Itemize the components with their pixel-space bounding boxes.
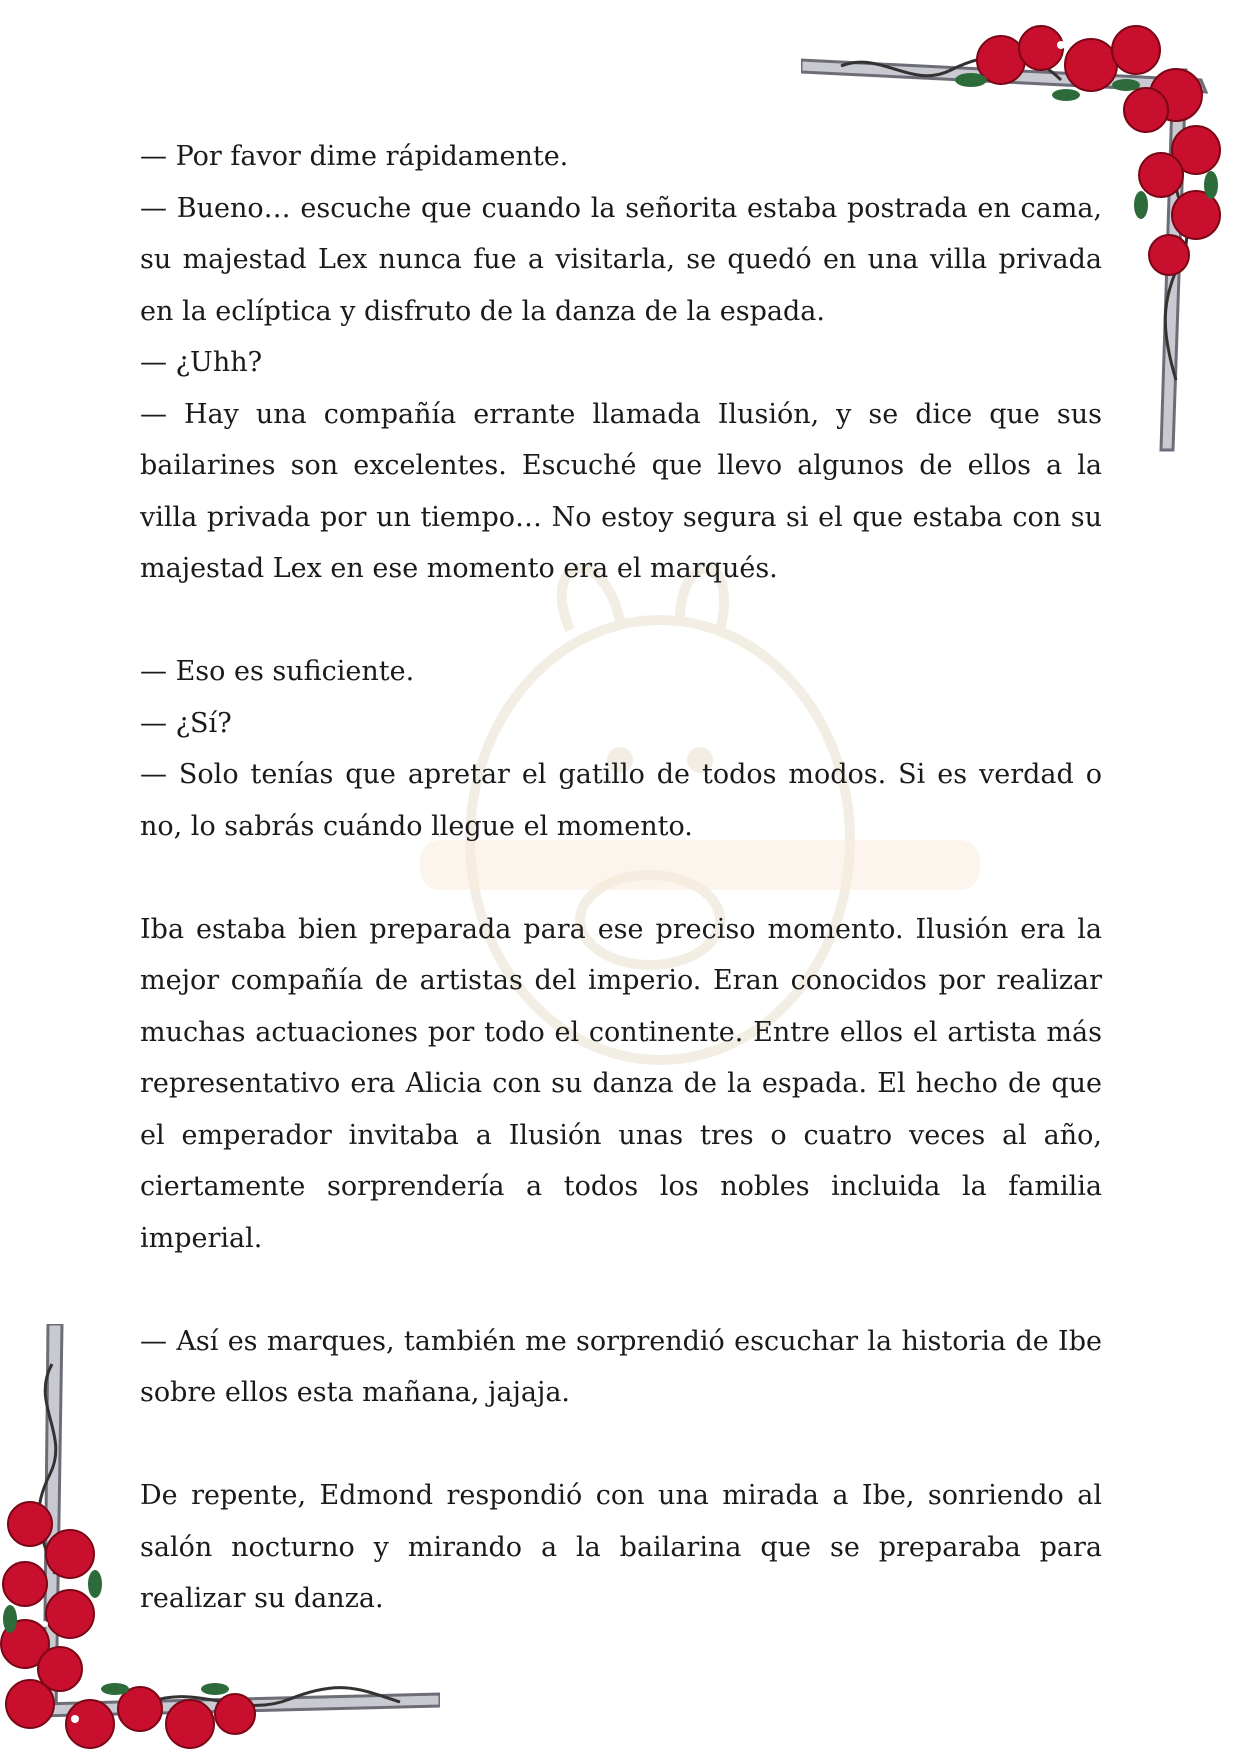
paragraph: — ¿Sí? <box>140 707 232 739</box>
paragraph: — Solo tenías que apretar el gatillo de todos modos. Si es verdad o no, lo sabrás cuándo llegue el momento. <box>140 759 1102 842</box>
paragraph: — Bueno… escuche que cuando la señorita estaba postrada en cama, su majestad Lex nunca fue a visitarla, se quedó en una villa privada en la eclíptica y disfruto de la danza de la espada. <box>140 192 1102 327</box>
paragraph: — Eso es suficiente. <box>140 656 415 687</box>
paragraph-gap <box>140 1419 1102 1471</box>
paragraph: De repente, Edmond respondió con una mirada a Ibe, sonriendo al salón nocturno y mirando a la bailarina que se preparaba para realizar su danza. <box>140 1480 1102 1614</box>
paragraph: — ¿Uhh? <box>140 347 263 378</box>
paragraph-gap <box>140 1264 1102 1316</box>
paragraph-gap <box>140 595 1102 647</box>
story-text <box>140 131 1102 1625</box>
paragraph: — Hay una compañía errante llamada Ilusión, y se dice que sus bailarines son excelentes. Escuché que llevo algunos de ellos a la villa privada por un tiempo… No estoy segura si el que estaba con su majestad Lex en ese momento era el marqués. <box>140 398 1102 584</box>
paragraph: Iba estaba bien preparada para ese preciso momento. Ilusión era la mejor compañía de artistas del imperio. Eran conocidos por realizar muchas actuaciones por todo el continente. Entre ellos el artista más representativo era Alicia con su danza de la espada. El hecho de que el emperador invitaba a Ilusión unas tres o cuatro veces al año, ciertamente sorprendería a todos los nobles incluida la familia imperial. <box>140 913 1102 1254</box>
paragraph: — Así es marques, también me sorprendió escuchar la historia de Ibe sobre ellos esta mañana, jajaja. <box>140 1325 1102 1408</box>
paragraph: — Por favor dime rápidamente. <box>140 141 569 172</box>
paragraph-gap <box>140 852 1102 904</box>
